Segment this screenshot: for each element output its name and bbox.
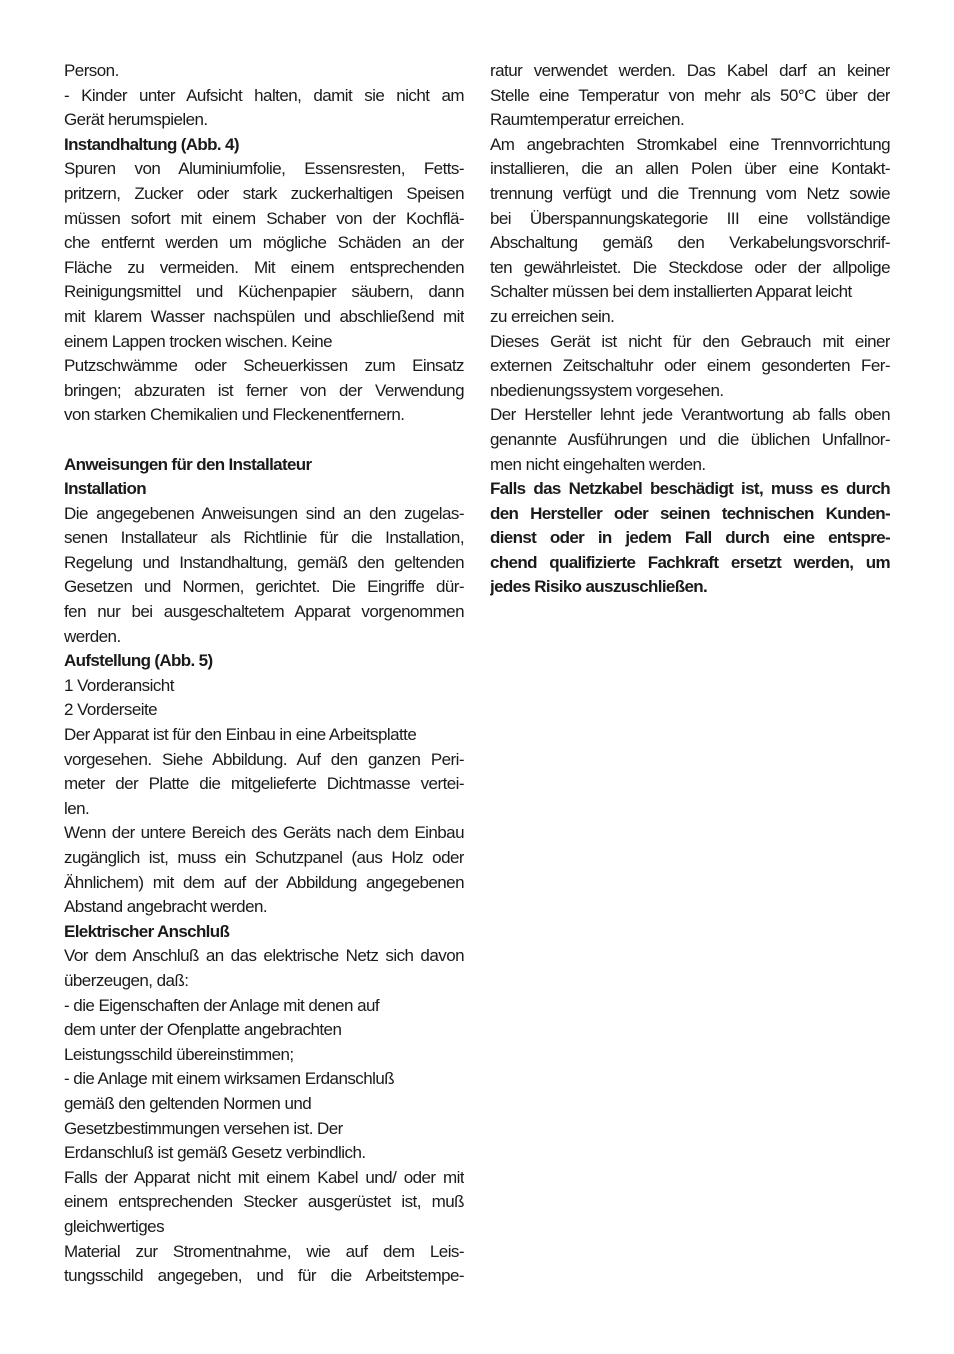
section-heading-line: chend qualifizierte Fachkraft ersetzt werden, um [490,552,890,572]
body-text-line: Abschaltung gemäß den Verkabelungsvorschrif- [490,233,890,253]
body-text-line: Person. [64,61,119,80]
body-text-line: Die angegebenen Anweisungen sind an den zugelas- [64,503,464,523]
body-text-line: Der Apparat ist für den Einbau in eine Arbeitsplatte [64,725,417,745]
body-text-line: installieren, die an allen Polen über eine Kontakt- [490,159,890,179]
body-text-line: Putzschwämme oder Scheuerkissen zum Einsatz [64,356,464,376]
section-heading-line: Instandhaltung (Abb. 4) [64,134,239,154]
body-text-line: Stelle eine Temperatur von mehr als 50°C über der [490,85,890,105]
body-text-line: Gesetzen und Normen, gerichtet. Die Eingriffe dür- [64,577,464,597]
body-text-line: bringen; abzuraten ist ferner von der Verwendung [64,380,464,400]
section-heading-line: jedes Risiko auszuschließen. [490,577,708,597]
section-heading-line: Anweisungen für den Installateur [64,454,312,474]
body-text-line: werden. [64,626,121,646]
body-text-line: - die Anlage mit einem wirksamen Erdanschluß [64,1069,395,1089]
section-heading-line: dienst oder in jedem Fall durch eine entspre- [490,528,890,548]
section-heading-line: Elektrischer Anschluß [64,921,230,941]
body-text-line: Material zur Stromentnahme, wie auf dem Leis- [64,1241,464,1261]
body-text-line: Reinigungsmittel und Küchenpapier säubern, dann [64,282,464,302]
body-text-line: Erdanschluß ist gemäß Gesetz verbindlich. [64,1143,366,1163]
section-heading-line: Installation [64,479,146,499]
body-text-line: men nicht eingehalten werden. [490,454,706,474]
body-text-line: - Kinder unter Aufsicht halten, damit sie nicht am [64,85,464,105]
body-text-line: von starken Chemikalien und Fleckenentfernern. [64,405,405,425]
body-text-line: 1 Vorderansicht [64,675,174,695]
body-text-line: pritzern, Zucker oder stark zuckerhaltigen Speisen [64,183,464,203]
body-text-line: Wenn der untere Bereich des Geräts nach dem Einbau [64,823,464,843]
body-text-line: Gerät herumspielen. [64,110,208,130]
body-text-line: Dieses Gerät ist nicht für den Gebrauch mit einer [490,331,890,351]
right-text-column [490,59,890,600]
body-text-line: müssen sofort mit einem Schaber von der Kochflä- [64,208,464,228]
body-text-line: Spuren von Aluminiumfolie, Essensresten, Fetts- [64,159,464,179]
body-text-line: ratur verwendet werden. Das Kabel darf an keiner [490,61,890,80]
body-text-line: mit klarem Wasser nachspülen und abschließend mit [64,306,464,326]
section-heading-line: Falls das Netzkabel beschädigt ist, muss es durch [490,479,890,499]
body-text-line: Fläche zu vermeiden. Mit einem entsprechenden [64,257,464,277]
body-text-line: Raumtemperatur erreichen. [490,110,685,130]
body-text-line: gemäß den geltenden Normen und [64,1093,312,1113]
body-text-line: gleichwertiges [64,1216,165,1236]
section-heading-line: den Hersteller oder seinen technischen Kunden- [490,503,890,523]
body-text-line: externen Zeitschaltuhr oder einem gesonderten Fer- [490,356,890,376]
body-text-line: dem unter der Ofenplatte angebrachten [64,1020,342,1040]
body-text-line: Falls der Apparat nicht mit einem Kabel und/ oder mit [64,1167,464,1187]
body-text-line: nbedienungssystem vorgesehen. [490,380,724,400]
body-text-line: Abstand angebracht werden. [64,897,268,917]
body-text-line: tungsschild angegeben, und für die Arbeitstempe- [64,1266,464,1286]
body-text-line: einem Lappen trocken wischen. Keine [64,331,333,351]
paragraph-gap [64,428,464,453]
body-text-line: Ähnlichem) mit dem auf der Abbildung angegebenen [64,872,464,892]
body-text-line: Der Hersteller lehnt jede Verantwortung ab falls oben [490,405,890,425]
body-text-line: fen nur bei ausgeschaltetem Apparat vorgenommen [64,602,464,622]
body-text-line: trennung verfügt und die Trennung vom Netz sowie [490,183,890,203]
body-text-line: Regelung und Instandhaltung, gemäß den geltenden [64,552,464,572]
body-text-line: Leistungsschild übereinstimmen; [64,1044,294,1064]
body-text-line: len. [64,798,90,818]
body-text-line: einem entsprechenden Stecker ausgerüstet ist, muß [64,1192,464,1212]
section-heading-line: Aufstellung (Abb. 5) [64,651,213,671]
body-text-line: zugänglich ist, muss ein Schutzpanel (aus Holz oder [64,848,464,867]
body-text-line: - die Eigenschaften der Anlage mit denen auf [64,995,380,1015]
left-text-column [64,59,464,1289]
body-text-line: Vor dem Anschluß an das elektrische Netz sich davon [64,946,464,966]
body-text-line: ten gewährleistet. Die Steckdose oder der allpolige [490,257,890,277]
body-text-line: Schalter müssen bei dem installierten Apparat leicht [490,282,852,302]
body-text-line: che entfernt werden um mögliche Schäden an der [64,233,464,253]
body-text-line: senen Installateur als Richtlinie für die Installation, [64,528,464,548]
body-text-line: vorgesehen. Siehe Abbildung. Auf den ganzen Peri- [64,749,464,769]
body-text-line: überzeugen, daß: [64,970,189,990]
body-text-line: genannte Ausführungen und die üblichen Unfallnor- [490,429,890,449]
body-text-line: zu erreichen sein. [490,306,615,326]
body-text-line: 2 Vorderseite [64,700,158,720]
body-text-line: bei Überspannungskategorie III eine vollständige [490,208,890,228]
body-text-line: Am angebrachten Stromkabel eine Trennvorrichtung [490,134,890,154]
body-text-line: meter der Platte die mitgelieferte Dichtmasse vertei- [64,774,464,794]
body-text-line: Gesetzbestimmungen versehen ist. Der [64,1118,343,1138]
